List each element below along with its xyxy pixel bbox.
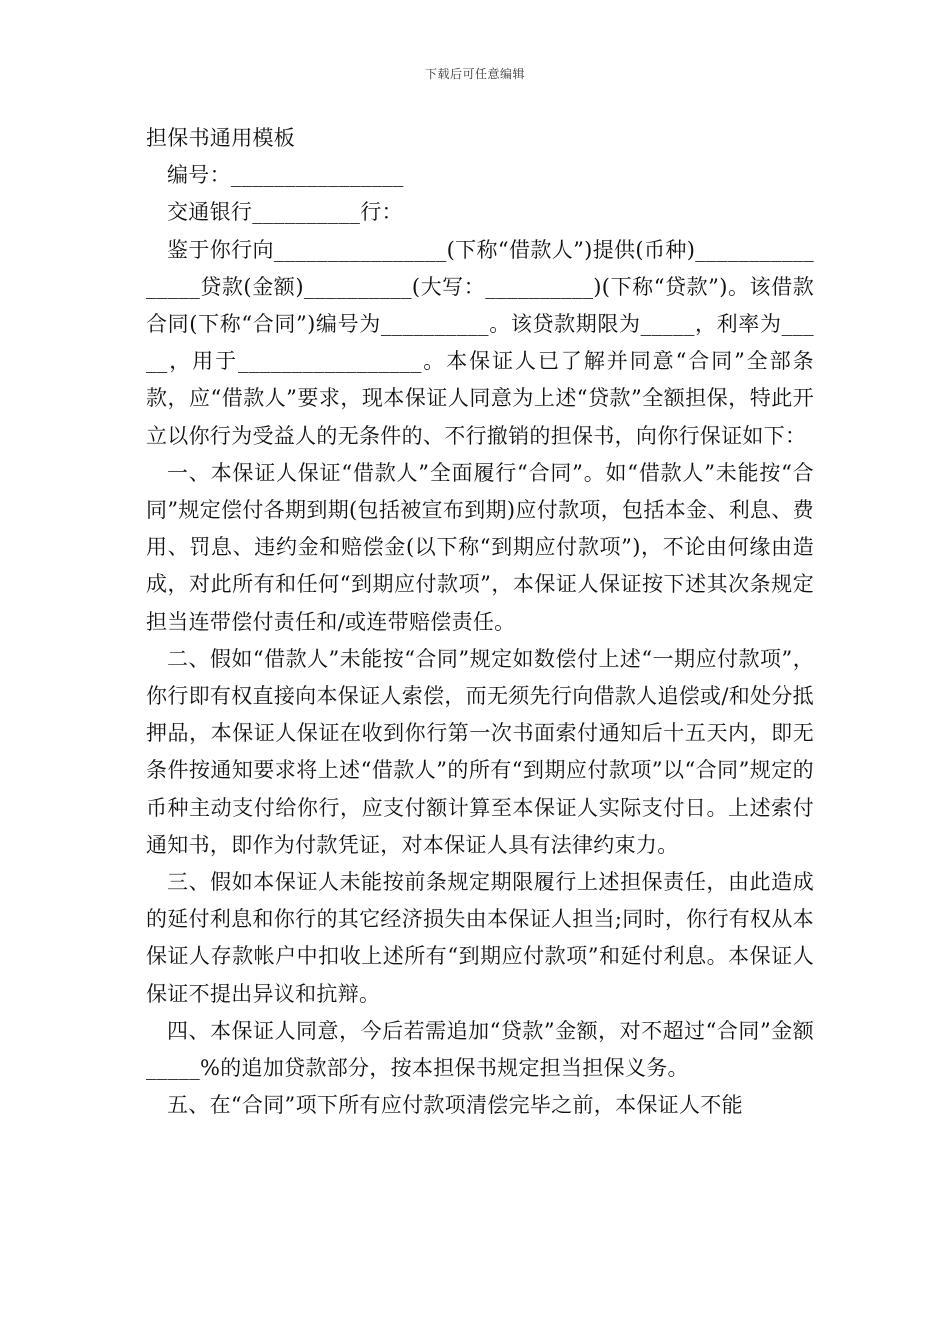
paragraph-clause-5: 五、在“合同”项下所有应付款项清偿完毕之前，本保证人不能	[167, 1093, 743, 1118]
paragraph-clause-4: 四、本保证人同意，今后若需追加“贷款”金额，对不超过“合同”金额_____%的追加贷款部分，按本担保书规定担当担保义务。	[146, 1018, 814, 1081]
document-body	[146, 120, 814, 1124]
paragraph-clause-3: 三、假如本保证人未能按前条规定期限履行上述担保责任，由此造成的延付利息和你行的其它经济损失由本保证人担当;同时，你行有权从本保证人存款帐户中扣收上述所有“到期应付款项”和延付利息。本保证人保证不提出异议和抗辩。	[146, 870, 814, 1006]
bank-line: 交通银行__________行：	[167, 200, 403, 225]
paragraph-clause-2: 二、假如“借款人”未能按“合同”规定如数偿付上述“一期应付款项”，你行即有权直接向本保证人索偿，而无须先行向借款人追偿或/和处分抵押品，本保证人保证在收到你行第一次书面索付通知后十五天内，即无条件按通知要求将上述“借款人”的所有“到期应付款项”以“合同”规定的币种主动支付给你行，应支付额计算至本保证人实际支付日。上述索付通知书，即作为付款凭证，对本保证人具有法律约束力。	[146, 646, 814, 857]
header-note: 下载后可任意编辑	[424, 67, 525, 81]
paragraph-clause-1: 一、本保证人保证“借款人”全面履行“合同”。如“借款人”未能按“合同”规定偿付各期到期(包括被宣布到期)应付款项，包括本金、利息、费用、罚息、违约金和赔偿金(以下称“到期应付款项”)，不论由何缘由造成，对此所有和任何“到期应付款项”，本保证人保证按下述其次条规定担当连带偿付责任和/或连带赔偿责任。	[146, 460, 814, 634]
document-title: 担保书通用模板	[146, 126, 296, 150]
paragraph-preamble: 鉴于你行向________________(下称“借款人”)提供(币种)________________贷款(金额)__________(大写：__________)(下称“贷款”)。该借款合同(下称“合同”)编号为__________。该贷款期限为_____，利率为_____，用于_________________。本保证人已了解并同意“合同”全部条款，应“借款人”要求，现本保证人同意为上述“贷款”全额担保，特此开立以你行为受益人的无条件的、不行撤销的担保书，向你行保证如下：	[146, 237, 814, 448]
number-line: 编号：________________	[167, 163, 404, 188]
